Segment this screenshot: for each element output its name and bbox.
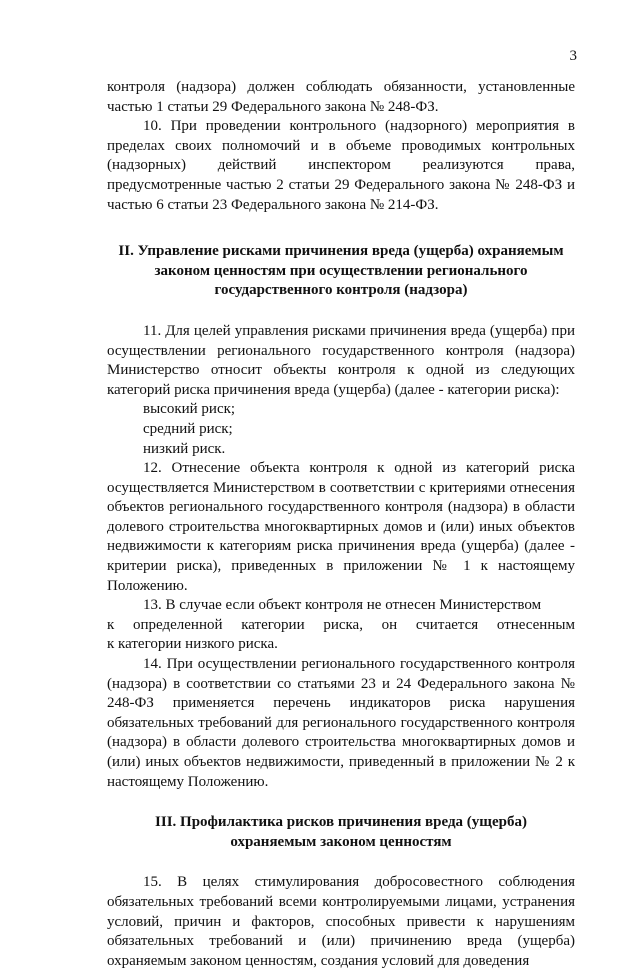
section-2-heading-line: законом ценностям при осуществлении регионального xyxy=(154,262,528,279)
risk-category-item: высокий риск; xyxy=(143,401,236,418)
word: считается xyxy=(415,616,479,633)
word: отнесенным xyxy=(496,616,575,633)
document-body xyxy=(107,78,575,971)
risk-category-item: средний риск; xyxy=(143,420,233,437)
section-3-heading xyxy=(107,813,575,852)
paragraph-13-line xyxy=(107,616,575,636)
word: риска, xyxy=(323,616,363,633)
paragraph-13-line: к категории низкого риска. xyxy=(107,636,278,653)
paragraph-13 xyxy=(107,596,575,655)
paragraph-11: 11. Для целей управления рисками причинения вреда (ущерба) при осуществлении регионального государственного контроля (надзора) Министерство относит объекты контроля к одной из следующих категорий риска причинения вреда (ущерба) (далее - категории риска): xyxy=(107,322,575,398)
section-3-heading-line: III. Профилактика рисков причинения вреда (ущерба) xyxy=(155,814,527,831)
word: определенной xyxy=(133,616,223,633)
paragraph-10: 10. При проведении контрольного (надзорного) мероприятия в пределах своих полномочий и в объеме проводимых контрольных (надзорных) действий инспектором реализуются права, предусмотренные частью 2 статьи 29 Федерального закона № 248-ФЗ и частью 6 статьи 23 Федерального закона № 214-ФЗ. xyxy=(107,118,575,213)
section-2-heading xyxy=(107,242,575,301)
risk-category-list xyxy=(107,400,575,459)
paragraph-12: 12. Отнесение объекта контроля к одной из категорий риска осуществляется Министерством в соответствии с критериями отнесения объектов регионального государственного контроля (надзора) в области долевого строительства многоквартирных домов и (или) иных объектов недвижимости к категориям риска причинения вреда (ущерба) (далее - критерии риска), приведенных в приложении № 1 к настоящему Положению. xyxy=(107,460,575,594)
word: категории xyxy=(241,616,305,633)
paragraph-9-continuation: контроля (надзора) должен соблюдать обязанности, установленные частью 1 статьи 29 Федерального закона № 248-ФЗ. xyxy=(107,79,575,115)
risk-category-item: низкий риск. xyxy=(143,440,226,457)
paragraph-13-line: 13. В случае если объект контроля не отнесен Министерством xyxy=(143,597,542,614)
paragraph-15: 15. В целях стимулирования добросовестного соблюдения обязательных требований всеми контролируемыми лицами, устранения условий, причин и факторов, способных привести к нарушениям обязательных требований и (или) причинению вреда (ущерба) охраняемым законом ценностям, создания условий для доведения xyxy=(107,874,575,969)
word: он xyxy=(381,616,398,633)
section-2-heading-line: II. Управление рисками причинения вреда (ущерба) охраняемым xyxy=(118,243,564,260)
paragraph-14: 14. При осуществлении регионального государственного контроля (надзора) в соответствии со статьями 23 и 24 Федерального закона № 248-ФЗ применяется перечень индикаторов риска нарушения обязательных требований для регионального государственного контроля (надзора) в области долевого строительства многоквартирных домов и (или) иных объектов недвижимости, приведенный в приложении № 2 к настоящему Положению. xyxy=(107,656,575,790)
section-3-heading-line: охраняемым законом ценностям xyxy=(230,833,452,850)
word: к xyxy=(107,616,115,633)
page-number: 3 xyxy=(569,48,577,64)
section-2-heading-line: государственного контроля (надзора) xyxy=(214,282,468,299)
